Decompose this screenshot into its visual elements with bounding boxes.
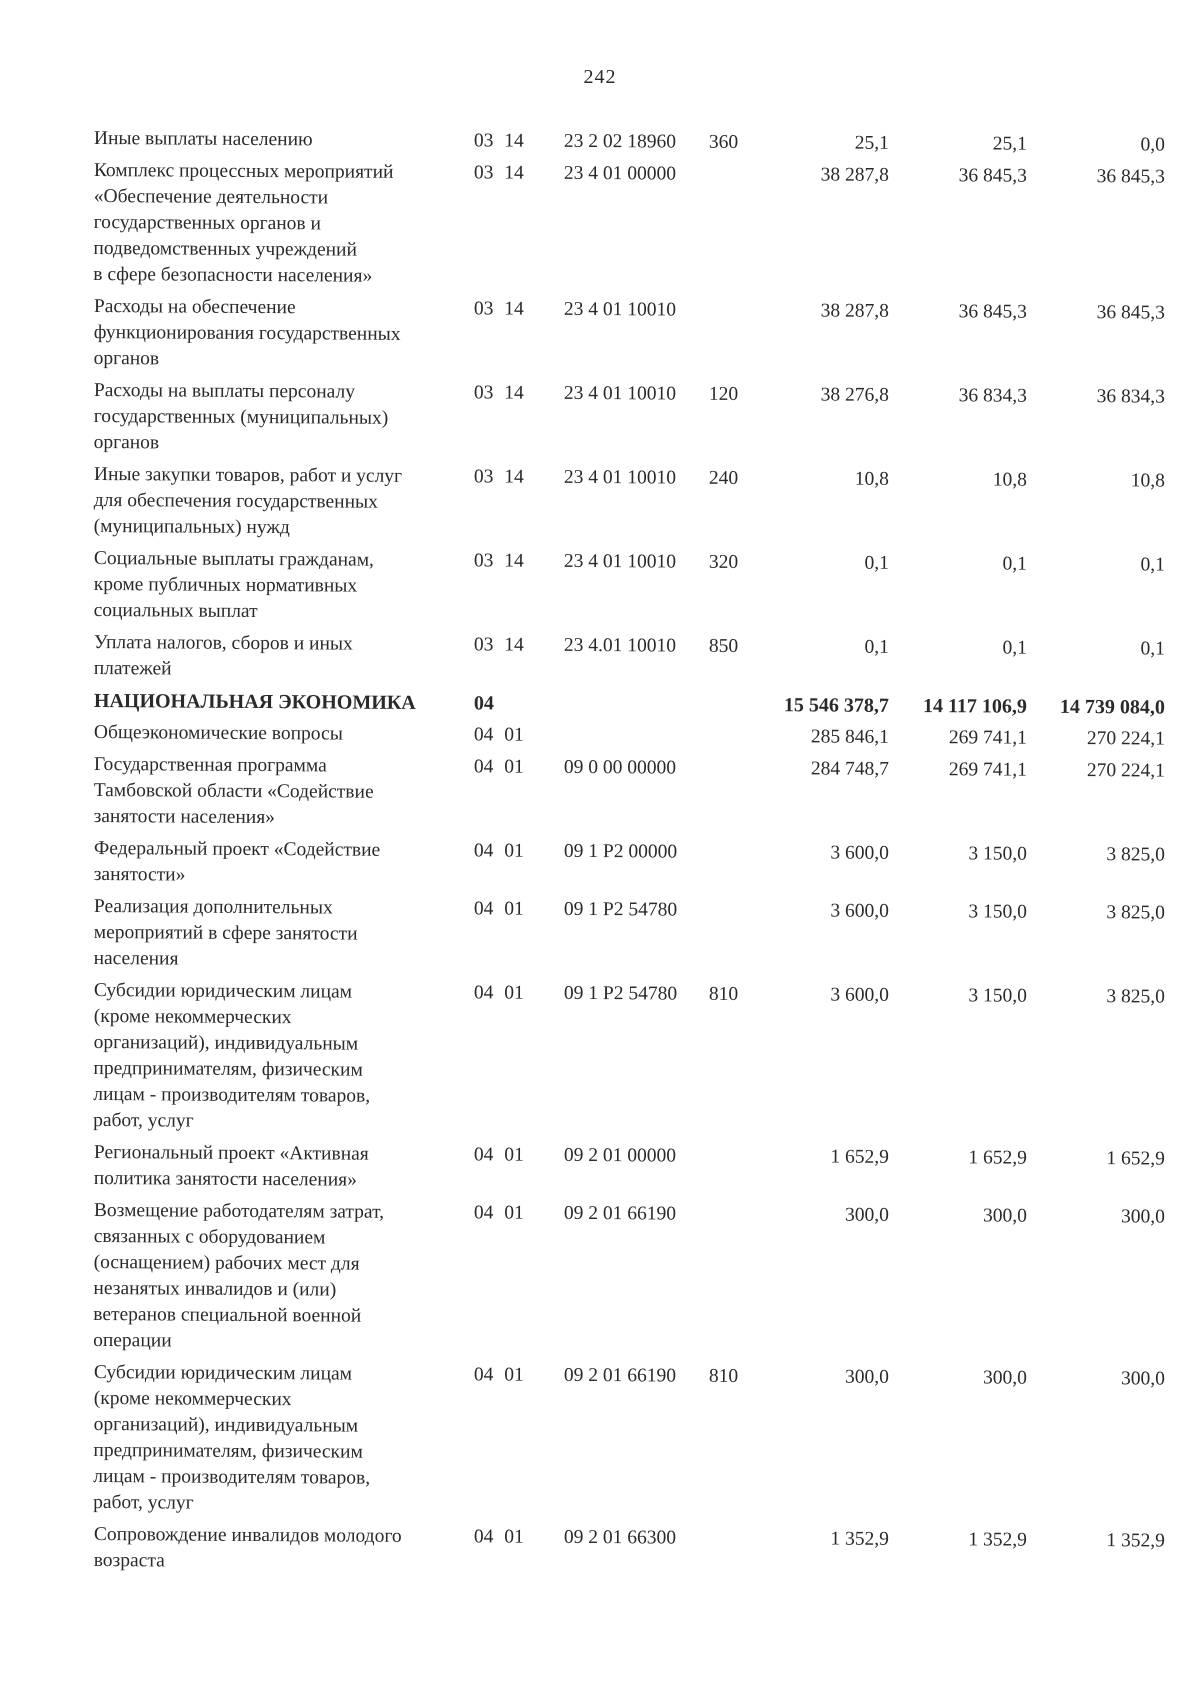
row-amount-2: 25,1 — [992, 133, 1027, 155]
row-name-line: государственных органов и — [93, 211, 322, 235]
row-amount-3: 0,1 — [1140, 554, 1165, 576]
row-amount-1: 1 652,9 — [830, 1146, 889, 1168]
row-amount-2: 0,1 — [1002, 637, 1027, 659]
row-name-line: (муниципальных) нужд — [93, 515, 290, 539]
row-amount-3: 300,0 — [1120, 1368, 1165, 1390]
row-amount-2: 3 150,0 — [968, 985, 1027, 1007]
row-name-line: связанных с оборудованием — [93, 1225, 326, 1249]
row-name-line: Субсидии юридическим лицам — [93, 1362, 353, 1385]
row-name-line: Тамбовской области «Содействие — [93, 779, 374, 803]
row-target-article: 09 2 01 66190 — [563, 1202, 677, 1225]
row-target-article: 23 4 01 10010 — [563, 550, 677, 573]
row-name-line: Социальные выплаты гражданам, — [93, 548, 375, 571]
row-razdel-code: 04 01 — [473, 898, 524, 920]
table-row — [93, 1198, 1174, 1361]
row-target-article: 23 4 01 10010 — [563, 382, 677, 405]
row-target-article: 09 0 00 00000 — [563, 756, 677, 779]
table-row — [94, 894, 1174, 979]
row-razdel-code: 04 01 — [473, 840, 524, 862]
row-name-line: политика занятости населения» — [93, 1167, 357, 1191]
row-amount-2: 36 845,3 — [958, 301, 1027, 323]
row-amount-3: 36 845,3 — [1096, 302, 1165, 324]
row-name — [94, 1140, 474, 1194]
row-name-line: (кроме некоммерческих — [93, 1005, 292, 1029]
row-name-line: предпринимателям, физическим — [93, 1439, 363, 1463]
row-name-line: Общеэкономические вопросы — [93, 721, 343, 745]
row-name — [94, 546, 474, 626]
row-target-article — [564, 723, 709, 724]
row-razdel-code: 04 01 — [473, 1144, 524, 1166]
row-amount-1: 3 600,0 — [830, 900, 889, 922]
row-target-article: 09 1 Р2 54780 — [563, 982, 678, 1005]
row-amount-2: 36 834,3 — [958, 385, 1027, 407]
table-row — [93, 158, 1174, 295]
row-target-article — [564, 691, 709, 692]
row-name-line: организаций), индивидуальным — [93, 1031, 359, 1055]
row-name — [94, 894, 474, 974]
row-name — [94, 836, 474, 890]
row-name — [94, 294, 474, 374]
row-razdel-code: 04 — [473, 692, 494, 715]
row-name-line: кроме публичных нормативных — [93, 573, 358, 597]
row-name-line: Расходы на обеспечение — [93, 295, 296, 319]
row-razdel-code: 04 01 — [473, 1364, 524, 1386]
row-expense-type: 320 — [708, 551, 739, 573]
row-name-line: Федеральный проект «Содействие — [93, 837, 381, 861]
row-amount-1: 25,1 — [854, 132, 889, 154]
row-name-line: возраста — [93, 1549, 165, 1572]
row-name — [94, 1522, 474, 1576]
row-target-article: 23 2 02 18960 — [563, 130, 677, 153]
row-amount-1: 300,0 — [844, 1366, 889, 1388]
row-razdel-code: 04 01 — [473, 756, 524, 778]
row-name-line: Региональный проект «Активная — [93, 1142, 369, 1165]
row-amount-1: 300,0 — [844, 1204, 889, 1226]
row-amount-3: 3 825,0 — [1106, 902, 1165, 924]
row-name-line: для обеспечения государственных — [93, 489, 378, 513]
row-razdel-code: 03 14 — [473, 130, 524, 152]
row-razdel-code: 03 14 — [473, 634, 524, 656]
table-row — [94, 126, 1174, 159]
row-amount-1: 285 846,1 — [810, 726, 889, 748]
row-amount-3: 10,8 — [1130, 470, 1165, 492]
row-name-line: Государственная программа — [93, 753, 327, 777]
row-name — [93, 978, 474, 1136]
row-name-line: незанятых инвалидов и (или) — [93, 1277, 337, 1301]
row-target-article: 09 1 Р2 54780 — [563, 898, 678, 921]
row-expense-type: 120 — [708, 383, 739, 405]
row-amount-3: 1 652,9 — [1106, 1148, 1165, 1170]
row-expense-type: 240 — [708, 467, 739, 489]
row-amount-3: 36 845,3 — [1096, 166, 1165, 188]
row-name-line: населения — [93, 947, 179, 970]
row-name-line: НАЦИОНАЛЬНАЯ ЭКОНОМИКА — [93, 689, 416, 714]
row-amount-2: 1 352,9 — [968, 1529, 1027, 1551]
row-name-line: лицам - производителям товаров, — [93, 1083, 371, 1107]
row-name-line: Возмещение работодателям затрат, — [93, 1200, 385, 1223]
row-name — [94, 752, 474, 832]
row-amount-3: 14 739 084,0 — [1059, 695, 1165, 719]
table-row — [94, 836, 1174, 895]
row-name-line: (оснащением) рабочих мест для — [93, 1251, 360, 1275]
row-name-line: в сфере безопасности населения» — [93, 263, 373, 287]
row-amount-3: 0,1 — [1140, 638, 1165, 660]
budget-table — [94, 126, 1174, 1580]
row-name — [94, 688, 474, 716]
row-target-article: 09 2 01 66300 — [563, 1526, 677, 1549]
row-name-line: подведомственных учреждений — [93, 237, 358, 261]
row-target-article: 23 4 01 10010 — [563, 298, 677, 321]
row-expense-type: 360 — [708, 131, 739, 153]
row-razdel-code: 03 14 — [473, 466, 524, 488]
row-amount-2: 14 117 106,9 — [922, 695, 1027, 718]
row-name-line: Уплата налогов, сборов и иных — [93, 632, 353, 655]
row-amount-2: 10,8 — [992, 469, 1027, 491]
row-target-article: 09 2 01 66190 — [563, 1364, 677, 1387]
row-expense-type: 810 — [708, 1365, 739, 1387]
row-amount-3: 3 825,0 — [1106, 986, 1165, 1008]
row-target-article: 23 4 01 00000 — [563, 162, 677, 185]
row-name-line: Иные выплаты населению — [93, 127, 313, 151]
row-razdel-code: 03 14 — [473, 550, 524, 572]
row-name-line: лицам - производителям товаров, — [93, 1465, 371, 1489]
table-row — [94, 294, 1174, 379]
row-amount-3: 1 352,9 — [1106, 1530, 1165, 1552]
row-amount-1: 38 287,8 — [820, 164, 889, 186]
row-name-line: мероприятий в сфере занятости — [93, 921, 358, 945]
row-amount-1: 0,1 — [864, 636, 889, 658]
row-razdel-code: 04 01 — [473, 724, 524, 746]
row-amount-3: 270 224,1 — [1086, 760, 1165, 782]
row-name-line: «Обеспечение деятельности — [93, 185, 329, 209]
row-amount-1: 10,8 — [854, 468, 889, 490]
row-expense-type: 810 — [708, 983, 739, 1005]
table-row — [94, 1522, 1174, 1581]
row-target-article: 23 4 01 10010 — [563, 466, 677, 489]
row-amount-2: 269 741,1 — [948, 727, 1027, 749]
row-amount-2: 3 150,0 — [968, 901, 1027, 923]
row-amount-2: 300,0 — [982, 1367, 1027, 1389]
row-amount-1: 0,1 — [864, 552, 889, 574]
table-row — [93, 1360, 1174, 1523]
row-razdel-code: 04 01 — [473, 1202, 524, 1224]
row-name — [94, 630, 474, 684]
row-name-line: платежей — [93, 657, 172, 680]
row-name-line: (кроме некоммерческих — [93, 1387, 292, 1411]
row-name-line: занятости» — [93, 863, 186, 886]
table-row — [94, 752, 1174, 837]
row-name-line: государственных (муниципальных) — [93, 405, 389, 429]
table-row — [94, 462, 1174, 547]
row-razdel-code: 04 01 — [473, 982, 524, 1004]
row-razdel-code: 03 14 — [473, 162, 524, 184]
row-name — [94, 462, 474, 542]
row-amount-1: 3 600,0 — [830, 842, 889, 864]
row-name — [93, 1360, 474, 1518]
row-amount-2: 300,0 — [982, 1205, 1027, 1227]
row-razdel-code: 03 14 — [473, 382, 524, 404]
table-row — [94, 1140, 1174, 1199]
row-amount-2: 269 741,1 — [948, 759, 1027, 781]
row-name — [94, 126, 474, 154]
row-name-line: органов — [93, 431, 160, 454]
row-amount-2: 36 845,3 — [958, 165, 1027, 187]
row-name-line: ветеранов специальной военной — [93, 1303, 362, 1327]
row-amount-1: 15 546 378,7 — [783, 694, 889, 717]
row-name-line: органов — [93, 347, 160, 370]
row-amount-2: 3 150,0 — [968, 843, 1027, 865]
row-expense-type: 850 — [708, 635, 739, 657]
row-name-line: Расходы на выплаты персоналу — [93, 379, 356, 403]
row-name-line: Сопровождение инвалидов молодого — [93, 1524, 402, 1547]
row-name-line: занятости населения» — [93, 805, 276, 829]
table-row — [94, 378, 1174, 463]
row-target-article: 09 2 01 00000 — [563, 1144, 677, 1167]
row-name-line: социальных выплат — [93, 599, 258, 623]
row-amount-3: 300,0 — [1120, 1206, 1165, 1228]
row-name — [94, 378, 474, 458]
row-amount-3: 270 224,1 — [1086, 728, 1165, 750]
row-name-line: Субсидии юридическим лицам — [93, 979, 353, 1003]
page-number: 242 — [583, 66, 617, 88]
row-amount-3: 36 834,3 — [1096, 386, 1165, 408]
table-row — [94, 546, 1174, 631]
row-name-line: предпринимателям, физическим — [93, 1057, 363, 1081]
row-amount-1: 38 287,8 — [820, 300, 889, 322]
row-target-article: 23 4.01 10010 — [563, 634, 677, 657]
row-amount-3: 3 825,0 — [1106, 844, 1165, 866]
row-name-line: функционирования государственных — [93, 321, 401, 345]
table-row — [94, 720, 1174, 753]
row-name — [93, 158, 474, 290]
row-name-line: Комплекс процессных мероприятий — [93, 159, 394, 183]
row-name-line: Реализация дополнительных — [93, 895, 333, 919]
row-amount-1: 284 748,7 — [810, 758, 889, 780]
row-name-line: организаций), индивидуальным — [93, 1413, 359, 1437]
row-amount-3: 0,0 — [1140, 134, 1165, 156]
row-name-line: операции — [93, 1329, 172, 1352]
row-amount-1: 3 600,0 — [830, 984, 889, 1006]
row-name-line: работ, услуг — [93, 1491, 194, 1514]
row-target-article: 09 1 Р2 00000 — [563, 840, 678, 863]
row-razdel-code: 04 01 — [473, 1526, 524, 1548]
row-amount-2: 1 652,9 — [968, 1147, 1027, 1169]
row-name-line: работ, услуг — [93, 1109, 194, 1132]
row-amount-2: 0,1 — [1002, 553, 1027, 575]
row-name-line: Иные закупки товаров, работ и услуг — [93, 463, 403, 487]
table-row — [94, 630, 1174, 689]
row-amount-1: 1 352,9 — [830, 1528, 889, 1550]
table-row — [93, 978, 1174, 1141]
section-row — [94, 688, 1174, 721]
row-name — [93, 1198, 474, 1356]
row-name — [94, 720, 474, 748]
row-amount-1: 38 276,8 — [820, 384, 889, 406]
row-razdel-code: 03 14 — [473, 298, 524, 320]
